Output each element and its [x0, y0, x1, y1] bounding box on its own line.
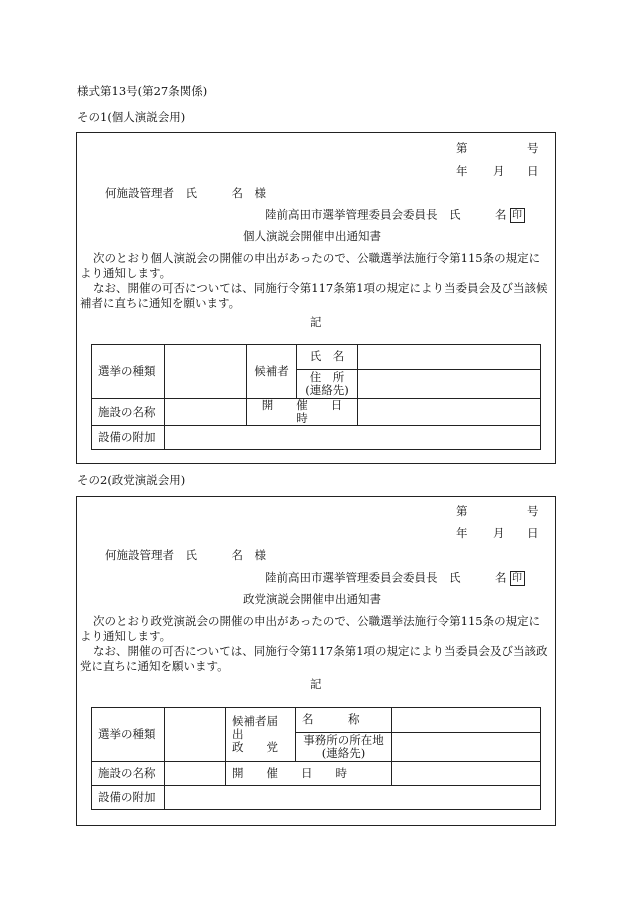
form-number: 様式第13号(第27条関係)	[77, 84, 208, 98]
body-1-line4: 補者に直ちに通知を願います。	[80, 296, 241, 310]
body-1-line3: なお、開催の可否については、同施行令第117条第1項の規定により当委員会及び当該候	[93, 281, 548, 295]
equipment-value-1[interactable]	[165, 426, 541, 450]
date-year-1: 年	[456, 164, 468, 178]
body-1	[80, 251, 553, 311]
equipment-label-1: 設備の附加	[92, 426, 165, 450]
facility-name-label-1: 施設の名称	[92, 399, 165, 426]
document-title-1: 個人演説会開催申出通知書	[243, 229, 381, 243]
datetime-value-1[interactable]	[358, 399, 541, 426]
body-2-line1: 次のとおり政党演説会の開催の申出があったので、公職選挙法施行令第115条の規定に	[93, 614, 541, 628]
office-address-label-2	[296, 733, 392, 762]
equipment-value-2[interactable]	[165, 786, 541, 810]
seal-mark-2: 印	[510, 571, 525, 586]
date-year-2: 年	[456, 526, 468, 540]
sender-1	[265, 208, 525, 223]
body-1-line1: 次のとおり個人演説会の開催の申出があったので、公職選挙法施行令第115条の規定に	[93, 251, 541, 265]
party-label-2-line1: 候補者届出	[232, 713, 278, 741]
datetime-value-2[interactable]	[392, 762, 541, 786]
ki-1: 記	[310, 315, 322, 329]
number-dai-2: 第	[456, 504, 468, 518]
datetime-label-2: 開 催 日 時	[226, 762, 392, 786]
address-label-1	[297, 370, 358, 399]
office-address-value-2[interactable]	[392, 733, 541, 762]
election-type-value-2[interactable]	[165, 708, 226, 762]
sender-text-2: 陸前高田市選挙管理委員会委員長 氏 名	[265, 570, 507, 585]
ki-2: 記	[310, 677, 322, 691]
number-dai-1: 第	[456, 141, 468, 155]
addressee-2: 何施設管理者 氏 名 様	[105, 548, 266, 562]
facility-name-value-2[interactable]	[165, 762, 226, 786]
details-table-2	[91, 707, 541, 810]
sender-2	[265, 571, 525, 586]
body-2-line2: より通知します。	[80, 629, 172, 643]
body-2-line3: なお、開催の可否については、同施行令第117条第1項の規定により当委員会及び当該政	[93, 644, 548, 658]
equipment-label-2: 設備の附加	[92, 786, 165, 810]
details-table-1	[91, 344, 541, 450]
seal-mark-1: 印	[510, 208, 525, 223]
facility-name-value-1[interactable]	[165, 399, 247, 426]
address-value-1[interactable]	[358, 370, 541, 399]
body-2	[80, 614, 553, 674]
number-go-1: 号	[527, 141, 539, 155]
date-month-2: 月	[493, 526, 505, 540]
sender-text-1: 陸前高田市選挙管理委員会委員長 氏 名	[265, 207, 507, 222]
name-label-1: 氏 名	[297, 345, 358, 370]
election-type-label-1: 選挙の種類	[92, 345, 165, 399]
body-1-line2: より通知します。	[80, 266, 172, 280]
party-name-value-2[interactable]	[392, 708, 541, 733]
body-2-line4: 党に直ちに通知を願います。	[80, 659, 229, 673]
date-day-2: 日	[527, 526, 539, 540]
addressee-1: 何施設管理者 氏 名 様	[105, 186, 266, 200]
number-go-2: 号	[527, 504, 539, 518]
party-label-2-line2: 政 党	[232, 740, 278, 755]
address-label-1-text: 住 所	[309, 369, 345, 384]
date-month-1: 月	[493, 164, 505, 178]
candidate-label-1: 候補者	[247, 345, 297, 399]
section-title-1: その1(個人演説会用)	[77, 110, 186, 124]
facility-name-label-2: 施設の名称	[92, 762, 165, 786]
contact-label-1: (連絡先)	[305, 383, 349, 397]
document-title-2: 政党演説会開催申出通知書	[243, 592, 381, 606]
election-type-value-1[interactable]	[165, 345, 247, 399]
date-day-1: 日	[527, 164, 539, 178]
name-value-1[interactable]	[358, 345, 541, 370]
datetime-label-1: 開 催 日 時	[247, 399, 358, 426]
office-address-label-2-text: 事務所の所在地	[303, 732, 384, 747]
party-name-label-2: 名 称	[296, 708, 392, 733]
section-title-2: その2(政党演説会用)	[77, 473, 186, 487]
election-type-label-2: 選挙の種類	[92, 708, 165, 762]
contact-label-2: (連絡先)	[321, 746, 366, 760]
party-label-2	[226, 708, 296, 762]
